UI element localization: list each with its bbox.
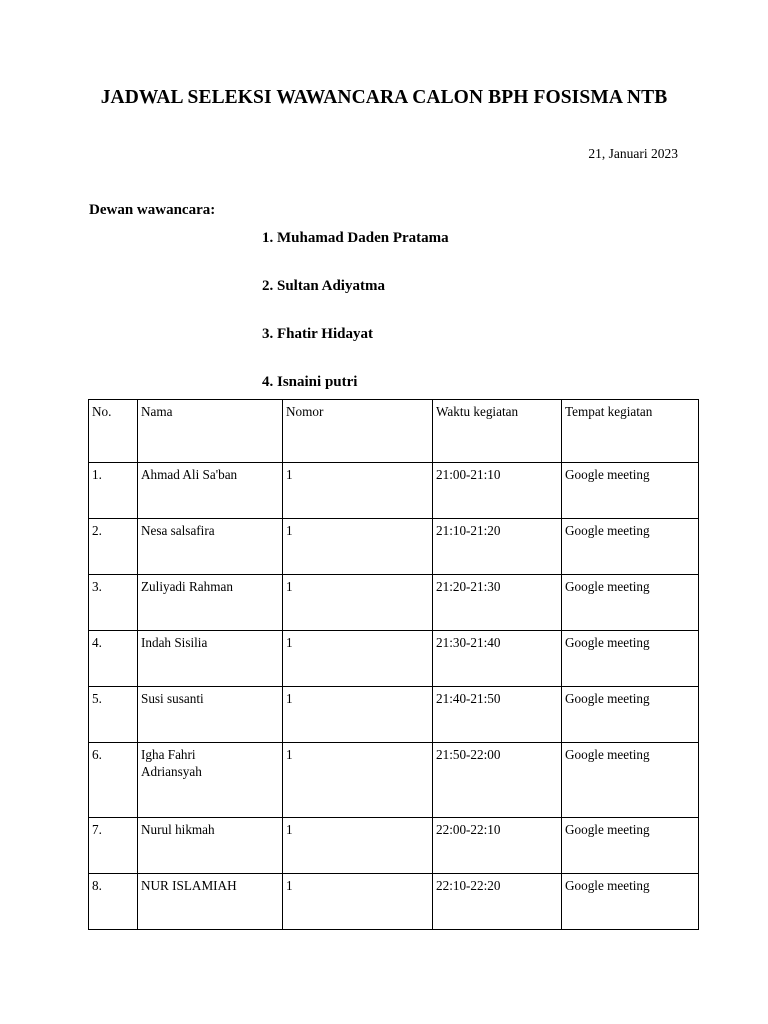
panel-member-item: 4. Isnaini putri — [262, 374, 358, 390]
panel-member-item: 2. Sultan Adiyatma — [262, 278, 385, 294]
cell-nomor: 1 — [283, 463, 433, 519]
panel-member-item: 3. Fhatir Hidayat — [262, 326, 373, 342]
cell-nama-line2: Adriansyah — [141, 764, 202, 779]
cell-waktu: 21:10-21:20 — [433, 519, 562, 575]
cell-no: 2. — [89, 519, 138, 575]
cell-nama-line1: Indah Sisilia — [141, 635, 208, 650]
page-title: JADWAL SELEKSI WAWANCARA CALON BPH FOSISMA NTB — [100, 87, 668, 108]
table-header — [89, 400, 699, 463]
cell-nomor: 1 — [283, 575, 433, 631]
cell-tempat: Google meeting — [562, 575, 699, 631]
table-row — [89, 818, 699, 874]
cell-no: 1. — [89, 463, 138, 519]
cell-waktu: 21:50-22:00 — [433, 743, 562, 818]
cell-no: 5. — [89, 687, 138, 743]
cell-nama-line1: Igha Fahri — [141, 747, 196, 762]
table-body — [89, 463, 699, 930]
document-date: 21, Januari 2023 — [588, 146, 678, 161]
table-row — [89, 519, 699, 575]
table-row — [89, 463, 699, 519]
table-row — [89, 687, 699, 743]
cell-nama-line1: Ahmad Ali Sa'ban — [141, 467, 238, 482]
panel-member-item: 1. Muhamad Daden Pratama — [262, 230, 449, 246]
cell-nama — [138, 463, 283, 519]
cell-tempat: Google meeting — [562, 687, 699, 743]
cell-nomor: 1 — [283, 687, 433, 743]
table-header-row — [89, 400, 699, 463]
cell-nomor: 1 — [283, 631, 433, 687]
cell-nomor: 1 — [283, 818, 433, 874]
cell-no: 6. — [89, 743, 138, 818]
cell-tempat: Google meeting — [562, 874, 699, 930]
cell-nama — [138, 818, 283, 874]
panel-label: Dewan wawancara: — [89, 202, 216, 218]
column-header-waktu: Waktu kegiatan — [433, 400, 562, 463]
column-header-nama: Nama — [138, 400, 283, 463]
cell-waktu: 21:20-21:30 — [433, 575, 562, 631]
cell-nama — [138, 575, 283, 631]
cell-nama-line1: Susi susanti — [141, 691, 204, 706]
table-row — [89, 874, 699, 930]
cell-nama — [138, 519, 283, 575]
cell-waktu: 21:40-21:50 — [433, 687, 562, 743]
cell-nama-line1: NUR ISLAMIAH — [141, 878, 237, 893]
column-header-no: No. — [89, 400, 138, 463]
cell-no: 8. — [89, 874, 138, 930]
cell-no: 7. — [89, 818, 138, 874]
panel-member-list — [262, 228, 592, 420]
cell-tempat: Google meeting — [562, 743, 699, 818]
cell-nomor: 1 — [283, 743, 433, 818]
cell-tempat: Google meeting — [562, 519, 699, 575]
cell-nama — [138, 687, 283, 743]
cell-nama-line1: Nurul hikmah — [141, 822, 215, 837]
cell-nomor: 1 — [283, 874, 433, 930]
cell-waktu: 21:30-21:40 — [433, 631, 562, 687]
cell-nomor: 1 — [283, 519, 433, 575]
cell-tempat: Google meeting — [562, 818, 699, 874]
cell-nama — [138, 631, 283, 687]
cell-nama-line1: Nesa salsafira — [141, 523, 215, 538]
cell-nama-line1: Zuliyadi Rahman — [141, 579, 233, 594]
column-header-nomor: Nomor — [283, 400, 433, 463]
table-row — [89, 575, 699, 631]
cell-waktu: 22:10-22:20 — [433, 874, 562, 930]
column-header-tempat: Tempat kegiatan — [562, 400, 699, 463]
cell-tempat: Google meeting — [562, 463, 699, 519]
schedule-table — [88, 399, 699, 930]
cell-no: 3. — [89, 575, 138, 631]
cell-no: 4. — [89, 631, 138, 687]
table-row — [89, 631, 699, 687]
cell-nama — [138, 743, 283, 818]
cell-waktu: 21:00-21:10 — [433, 463, 562, 519]
cell-tempat: Google meeting — [562, 631, 699, 687]
table-row — [89, 743, 699, 818]
cell-waktu: 22:00-22:10 — [433, 818, 562, 874]
cell-nama — [138, 874, 283, 930]
